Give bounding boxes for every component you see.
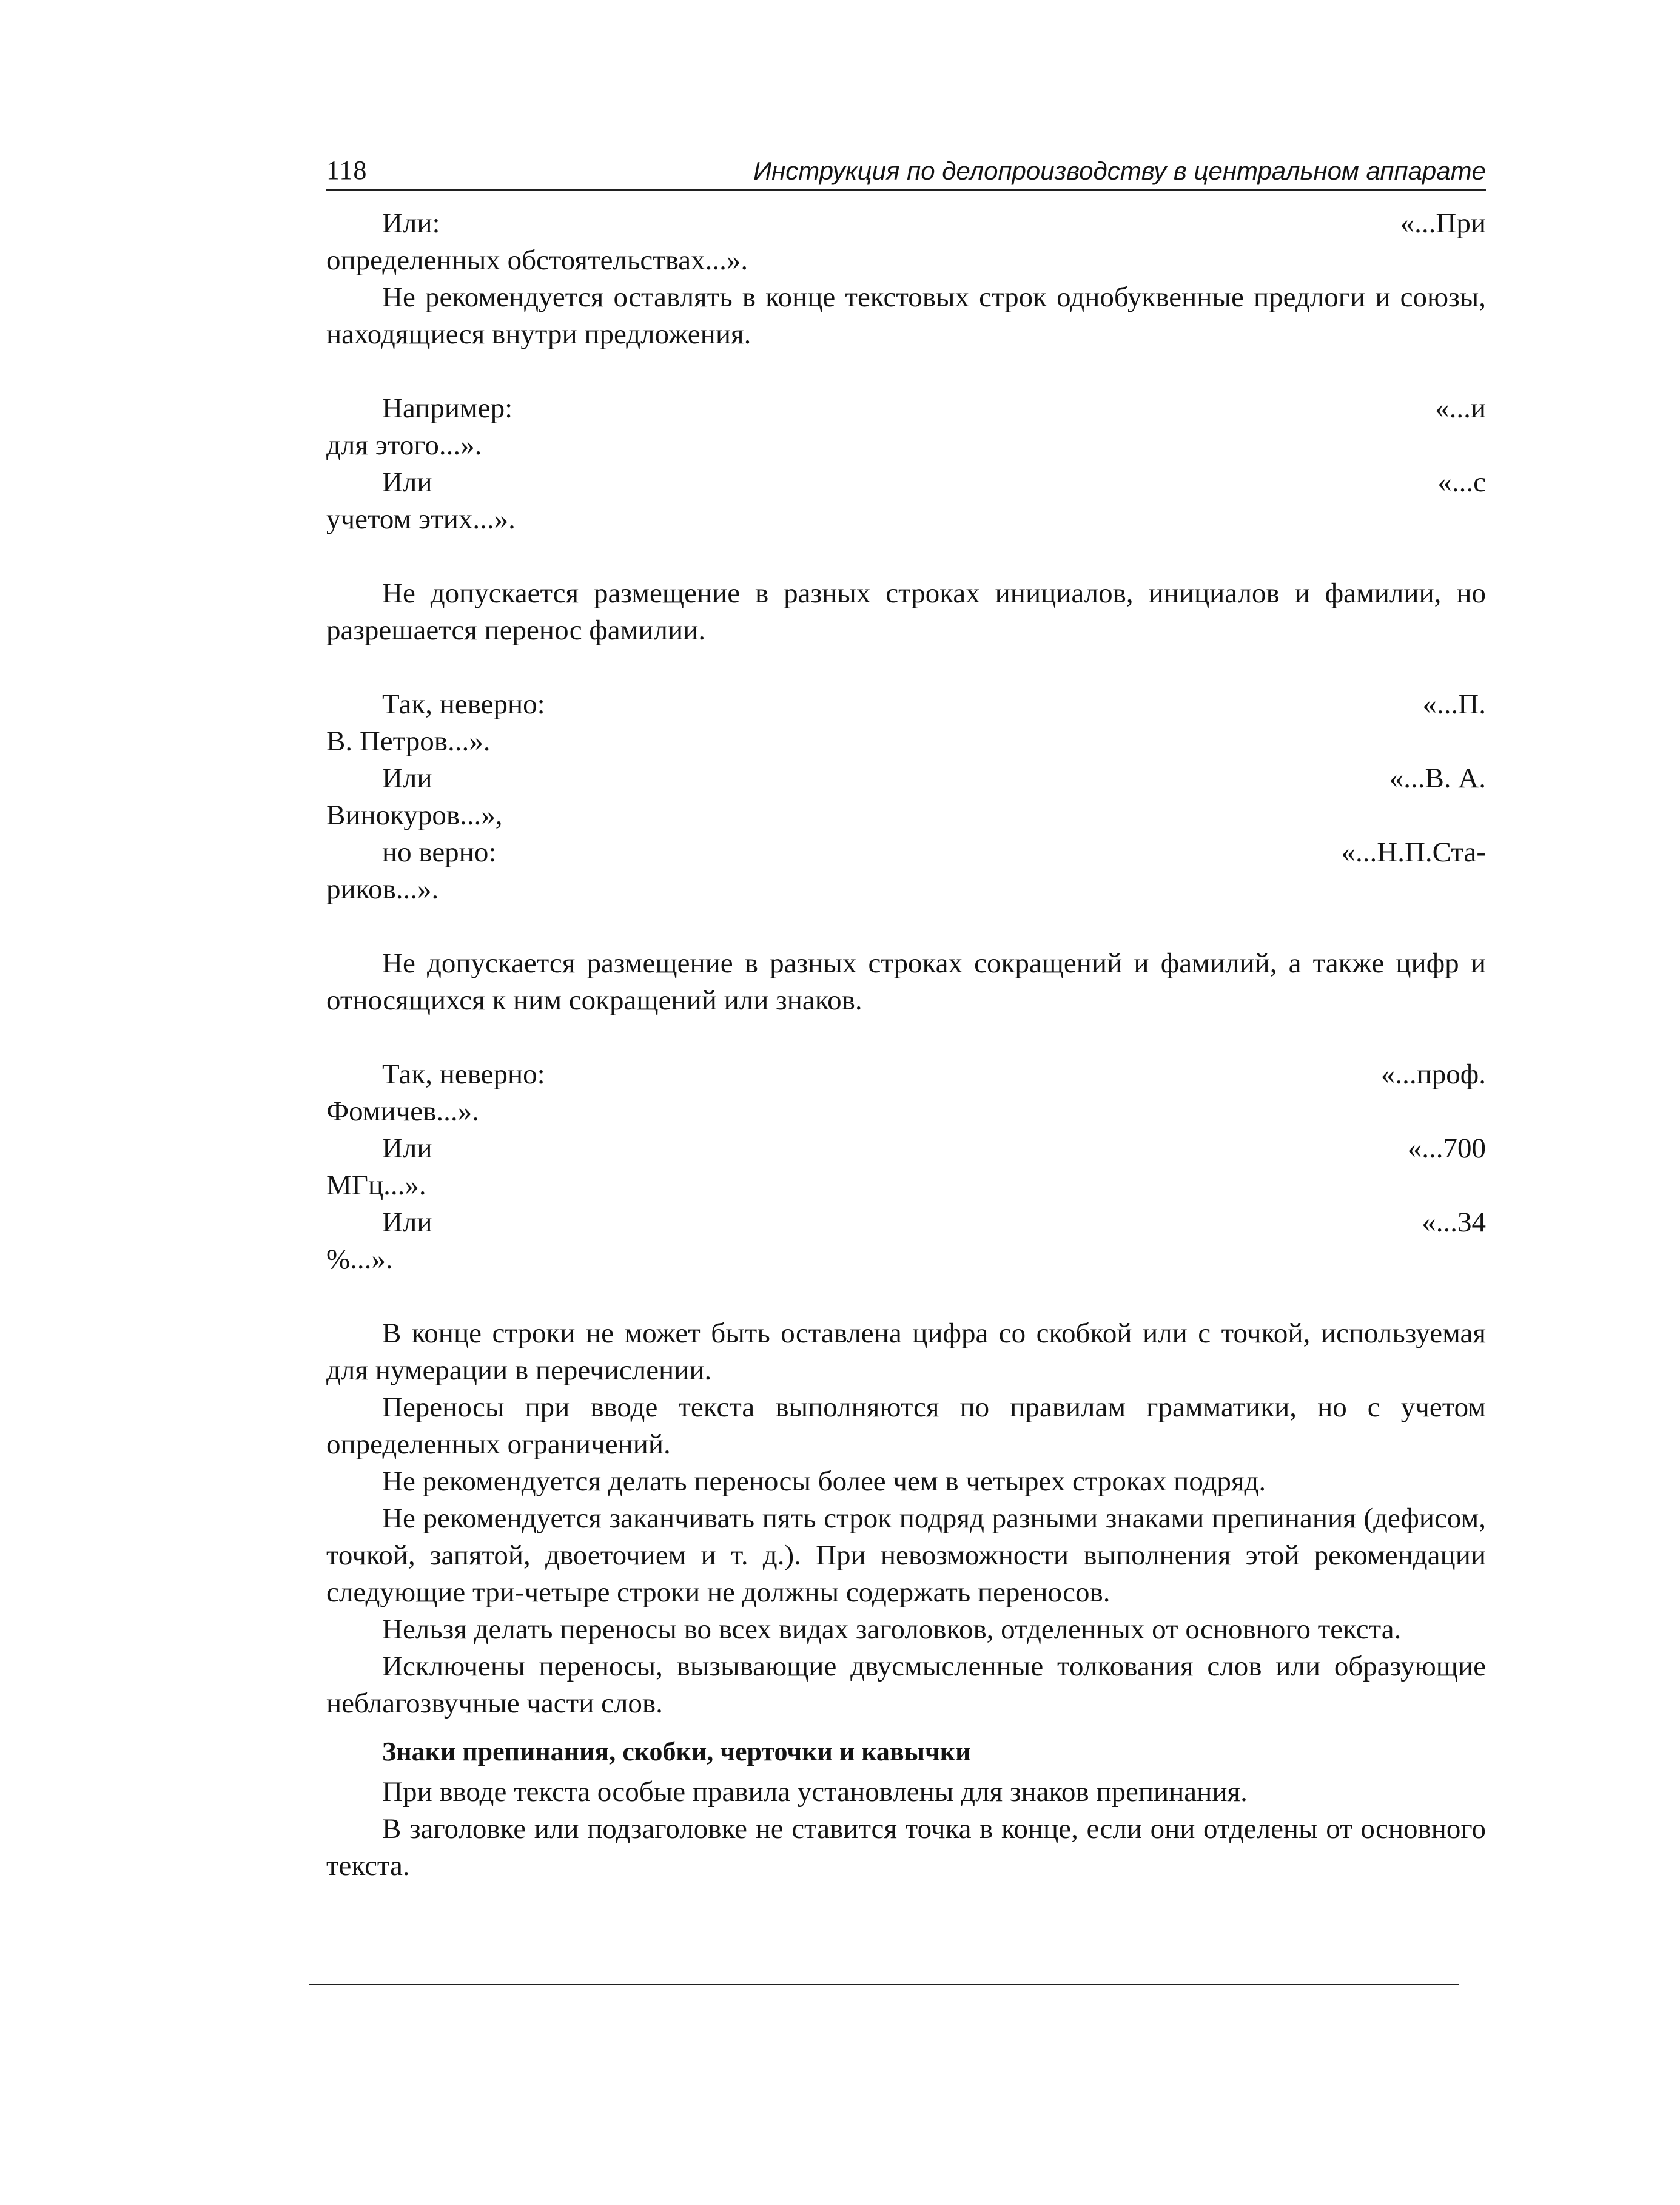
page-number: 118 xyxy=(326,155,368,185)
example-right: «...700 xyxy=(1407,1133,1486,1164)
example-line xyxy=(326,205,1486,242)
example-right: «...В. А. xyxy=(1389,762,1486,794)
example-left: Например: xyxy=(382,392,513,424)
paragraph: Не рекомендуется делать переносы более чем в четырех строках подряд. xyxy=(382,1466,1266,1497)
body-text xyxy=(326,205,1486,1885)
document-page xyxy=(309,140,1486,2032)
example-right: «...При xyxy=(1400,207,1486,239)
example-right: «...34 xyxy=(1422,1207,1486,1238)
example-right: «...Н.П.Ста- xyxy=(1341,837,1486,868)
paragraph: При вводе текста особые правила установлены для знаков препинания. xyxy=(382,1776,1248,1808)
paragraph: В заголовке или подзаголовке не ставится точка в конце, если они отделены от основного текста. xyxy=(326,1813,1486,1882)
example-left: Или: xyxy=(382,207,440,239)
example-continuation: %...». xyxy=(326,1244,393,1275)
spacer xyxy=(326,649,1486,686)
spacer xyxy=(326,908,1486,945)
paragraph: Не рекомендуется заканчивать пять строк подряд разными знаками препинания (дефисом, точкой, запятой, двоеточием и т. д.). При невозможности выполнения этой рекомендации следующие три-четыре строки не должны содержать переносов. xyxy=(326,1503,1486,1608)
paragraph: Не допускается размещение в разных строках инициалов, инициалов и фамилии, но разрешается перенос фамилии. xyxy=(326,577,1486,646)
example-line xyxy=(326,686,1486,723)
example-left: Или xyxy=(382,1133,432,1164)
paragraph: Исключены переносы, вызывающие двусмысленные толкования слов или образующие неблагозвучные части слов. xyxy=(326,1651,1486,1719)
example-line xyxy=(326,1130,1486,1167)
running-header xyxy=(326,147,1486,191)
running-title: Инструкция по делопроизводству в центральном аппарате xyxy=(753,157,1486,185)
section-heading: Знаки препинания, скобки, черточки и кавычки xyxy=(382,1737,971,1766)
example-left: Так, неверно: xyxy=(382,688,545,720)
example-continuation: для этого...». xyxy=(326,429,482,461)
example-left: Или xyxy=(382,1207,432,1238)
example-continuation: учетом этих...». xyxy=(326,503,516,535)
paragraph: Не рекомендуется оставлять в конце текстовых строк однобуквенные предлоги и союзы, находящиеся внутри предложения. xyxy=(326,281,1486,350)
example-line xyxy=(326,390,1486,427)
paragraph: Не допускается размещение в разных строках сокращений и фамилий, а также цифр и относящихся к ним сокращений или знаков. xyxy=(326,948,1486,1016)
example-line xyxy=(326,760,1486,797)
example-right: «...П. xyxy=(1422,688,1486,720)
paragraph: В конце строки не может быть оставлена цифра со скобкой или с точкой, используемая для нумерации в перечислении. xyxy=(326,1318,1486,1386)
spacer xyxy=(326,538,1486,575)
example-continuation: Винокуров...», xyxy=(326,800,503,831)
example-right: «...с xyxy=(1437,466,1486,498)
example-left: Или xyxy=(382,466,432,498)
example-continuation: определенных обстоятельствах...». xyxy=(326,244,748,276)
example-line xyxy=(326,834,1486,871)
example-continuation: Фомичев...». xyxy=(326,1096,479,1127)
example-left: но верно: xyxy=(382,837,497,868)
paragraph: Нельзя делать переносы во всех видах заголовков, отделенных от основного текста. xyxy=(382,1614,1402,1645)
example-right: «...и xyxy=(1435,392,1486,424)
example-line xyxy=(326,464,1486,501)
example-left: Или xyxy=(382,762,432,794)
bottom-rule xyxy=(309,1984,1459,1985)
example-continuation: В. Петров...». xyxy=(326,725,491,757)
paragraph: Переносы при вводе текста выполняются по правилам грамматики, но с учетом определенных ограничений. xyxy=(326,1392,1486,1460)
example-continuation: МГц...». xyxy=(326,1170,426,1201)
spacer xyxy=(326,1278,1486,1315)
spacer xyxy=(326,353,1486,390)
example-line xyxy=(326,1056,1486,1093)
example-line xyxy=(326,1204,1486,1241)
example-right: «...проф. xyxy=(1380,1059,1486,1090)
example-continuation: риков...». xyxy=(326,874,439,905)
example-left: Так, неверно: xyxy=(382,1059,545,1090)
spacer xyxy=(326,1019,1486,1056)
